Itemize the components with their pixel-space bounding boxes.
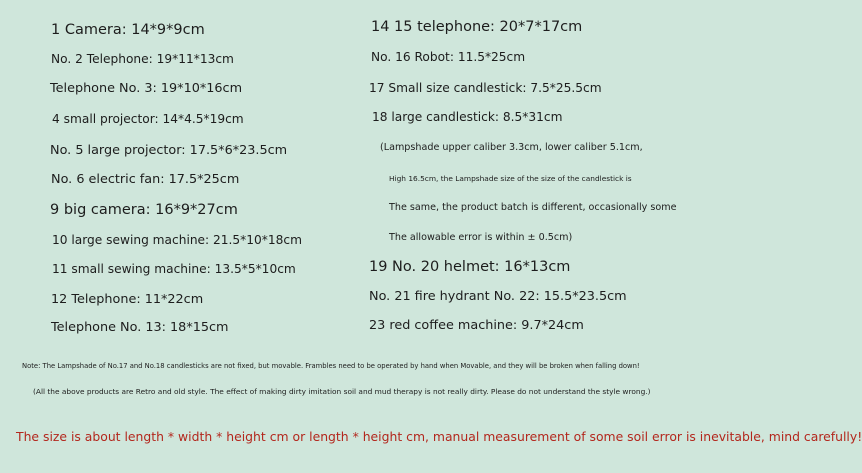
size-item-large-projector-5: No. 5 large projector: 17.5*6*23.5cm	[50, 143, 288, 158]
size-item-telephone-13: Telephone No. 13: 18*15cm	[51, 320, 229, 335]
size-item-big-camera-9: 9 big camera: 16*9*27cm	[50, 202, 238, 218]
size-item-telephone-2: No. 2 Telephone: 19*11*13cm	[51, 52, 234, 66]
size-item-telephone-14-15: 14 15 telephone: 20*7*17cm	[371, 19, 583, 35]
size-item-large-sewing-machine-10: 10 large sewing machine: 21.5*10*18cm	[52, 233, 302, 247]
size-item-helmet-19-20: 19 No. 20 helmet: 16*13cm	[369, 259, 571, 275]
size-item-small-candlestick-17: 17 Small size candlestick: 7.5*25.5cm	[369, 81, 602, 95]
lampshade-note-line-2: High 16.5cm, the Lampshade size of the size of the candlestick is	[389, 174, 632, 183]
lampshade-note-line-3: The same, the product batch is different, occasionally some	[389, 202, 677, 213]
size-item-camera-1: 1 Camera: 14*9*9cm	[51, 22, 205, 38]
size-item-fire-hydrant-21-22: No. 21 fire hydrant No. 22: 15.5*23.5cm	[369, 289, 627, 304]
size-item-coffee-machine-23: 23 red coffee machine: 9.7*24cm	[369, 318, 584, 333]
size-item-large-candlestick-18: 18 large candlestick: 8.5*31cm	[372, 110, 563, 124]
lampshade-note-line-1: (Lampshade upper caliber 3.3cm, lower caliber 5.1cm,	[380, 142, 643, 153]
size-item-telephone-3: Telephone No. 3: 19*10*16cm	[50, 81, 243, 96]
size-item-electric-fan-6: No. 6 electric fan: 17.5*25cm	[51, 172, 240, 187]
candlestick-note: Note: The Lampshade of No.17 and No.18 candlesticks are not fixed, but movable. Frambles need to be operated by hand when Movable, and they will be broken when falling down!	[22, 362, 640, 370]
style-note: (All the above products are Retro and old style. The effect of making dirty imitation soil and mud therapy is not really dirty. Please do not understand the style wrong.)	[33, 387, 651, 396]
measurement-warning: The size is about length * width * height cm or length * height cm, manual measurement of some soil error is inevitable, mind carefully!	[16, 429, 862, 444]
size-item-small-sewing-machine-11: 11 small sewing machine: 13.5*5*10cm	[52, 262, 296, 276]
lampshade-note-line-4: The allowable error is within ± 0.5cm)	[389, 232, 573, 243]
size-item-robot-16: No. 16 Robot: 11.5*25cm	[371, 50, 526, 64]
size-item-small-projector-4: 4 small projector: 14*4.5*19cm	[52, 112, 244, 126]
size-item-telephone-12: 12 Telephone: 11*22cm	[51, 292, 204, 307]
